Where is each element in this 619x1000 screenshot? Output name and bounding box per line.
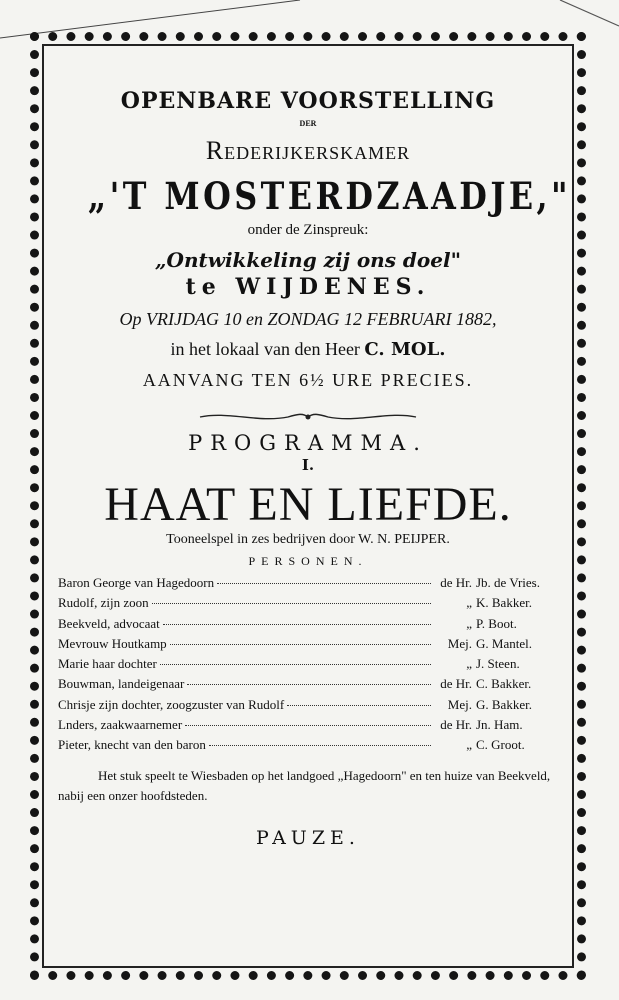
venue-line <box>52 340 564 359</box>
cast-row <box>58 717 558 737</box>
leader-dots <box>287 705 431 706</box>
cast-role: Lnders, zaakwaarnemer <box>58 717 183 733</box>
cast-role: Pieter, knecht van den baron <box>58 737 206 753</box>
setting-note: Het stuk speelt te Wiesbaden op het landgoed „Hagedoorn" en ten huize van Beekveld, nabij een onzer hoofdsteden. <box>58 767 551 804</box>
cast-prefix: „ <box>466 595 472 611</box>
leader-dots <box>209 745 431 746</box>
part-number: I. <box>301 456 315 474</box>
motto-intro: onder de Zinspreuk: <box>247 222 369 238</box>
date-line: Op VRIJDAG 10 en ZONDAG 12 FEBRUARI 1882, <box>119 309 497 329</box>
cast-role: Bouwman, landeigenaar <box>58 676 185 692</box>
poster-content <box>52 80 572 850</box>
play-title: HAAT EN LIEFDE. <box>104 478 512 531</box>
intermission: PAUZE. <box>256 827 360 850</box>
cast-actor: C. Bakker. <box>476 676 532 692</box>
society-label: Rederijkerskamer <box>205 136 411 165</box>
cast-role: Mevrouw Houtkamp <box>58 635 167 651</box>
place-line <box>52 276 564 298</box>
cast-actor: Jn. Ham. <box>476 717 523 733</box>
cast-row <box>58 575 558 595</box>
cast-role: Beekveld, advocaat <box>58 615 160 631</box>
cast-prefix: Mej. <box>447 635 472 651</box>
cast-actor: K. Bakker. <box>476 595 532 611</box>
leader-dots <box>163 624 431 625</box>
place-name: WIJDENES. <box>235 274 431 300</box>
cast-actor: J. Steen. <box>476 656 520 672</box>
cast-actor: C. Groot. <box>476 737 525 753</box>
cast-role: Marie haar dochter <box>58 656 157 672</box>
cast-actor: P. Boot. <box>476 615 517 631</box>
cast-prefix: „ <box>466 656 472 672</box>
cast-row <box>58 656 558 676</box>
leader-dots <box>170 644 431 645</box>
leader-dots <box>152 603 431 604</box>
program-heading: PROGRAMMA. <box>188 431 428 455</box>
cast-row <box>58 697 558 717</box>
leader-dots <box>187 684 431 685</box>
leader-dots <box>217 583 431 584</box>
leader-dots <box>185 725 431 726</box>
venue-host: C. MOL. <box>364 339 446 360</box>
cast-row <box>58 616 558 636</box>
cast-actor: G. Mantel. <box>476 635 532 651</box>
society-name: „'T MOSTERDZAADJE," <box>87 174 572 218</box>
leader-dots <box>160 664 431 665</box>
cast-prefix: „ <box>466 737 472 753</box>
cast-prefix: Mej. <box>447 696 472 712</box>
cast-prefix: de Hr. <box>440 575 472 590</box>
motto: „Ontwikkeling zij ons doel" <box>155 248 461 272</box>
play-subtitle: Tooneelspel in zes bedrijven door W. N. PEIJPER. <box>166 532 450 547</box>
cast-list <box>58 575 558 758</box>
cast-prefix: de Hr. <box>440 717 472 733</box>
cast-row <box>58 636 558 656</box>
cast-row <box>58 737 558 757</box>
poster-title: OPENBARE VOORSTELLING <box>120 88 496 114</box>
cast-prefix: „ <box>466 615 472 631</box>
venue-prefix: in het lokaal van den Heer <box>170 339 360 359</box>
cast-actor: G. Bakker. <box>476 696 532 712</box>
cast-row <box>58 595 558 615</box>
cast-role: Chrisje zijn dochter, zoogzuster van Rudolf <box>58 696 285 712</box>
start-time: AANVANG TEN 6½ URE PRECIES. <box>142 370 474 390</box>
cast-prefix: de Hr. <box>440 676 472 692</box>
cast-heading: PERSONEN. <box>248 554 368 568</box>
place-prefix: te <box>185 274 222 300</box>
ornament-divider <box>198 411 418 423</box>
cast-role: Rudolf, zijn zoon <box>58 595 149 611</box>
cast-role: Baron George van Hagedoorn <box>58 575 215 590</box>
cast-row <box>58 676 558 696</box>
der-label: DER <box>299 119 317 128</box>
cast-actor: Jb. de Vries. <box>476 575 540 590</box>
